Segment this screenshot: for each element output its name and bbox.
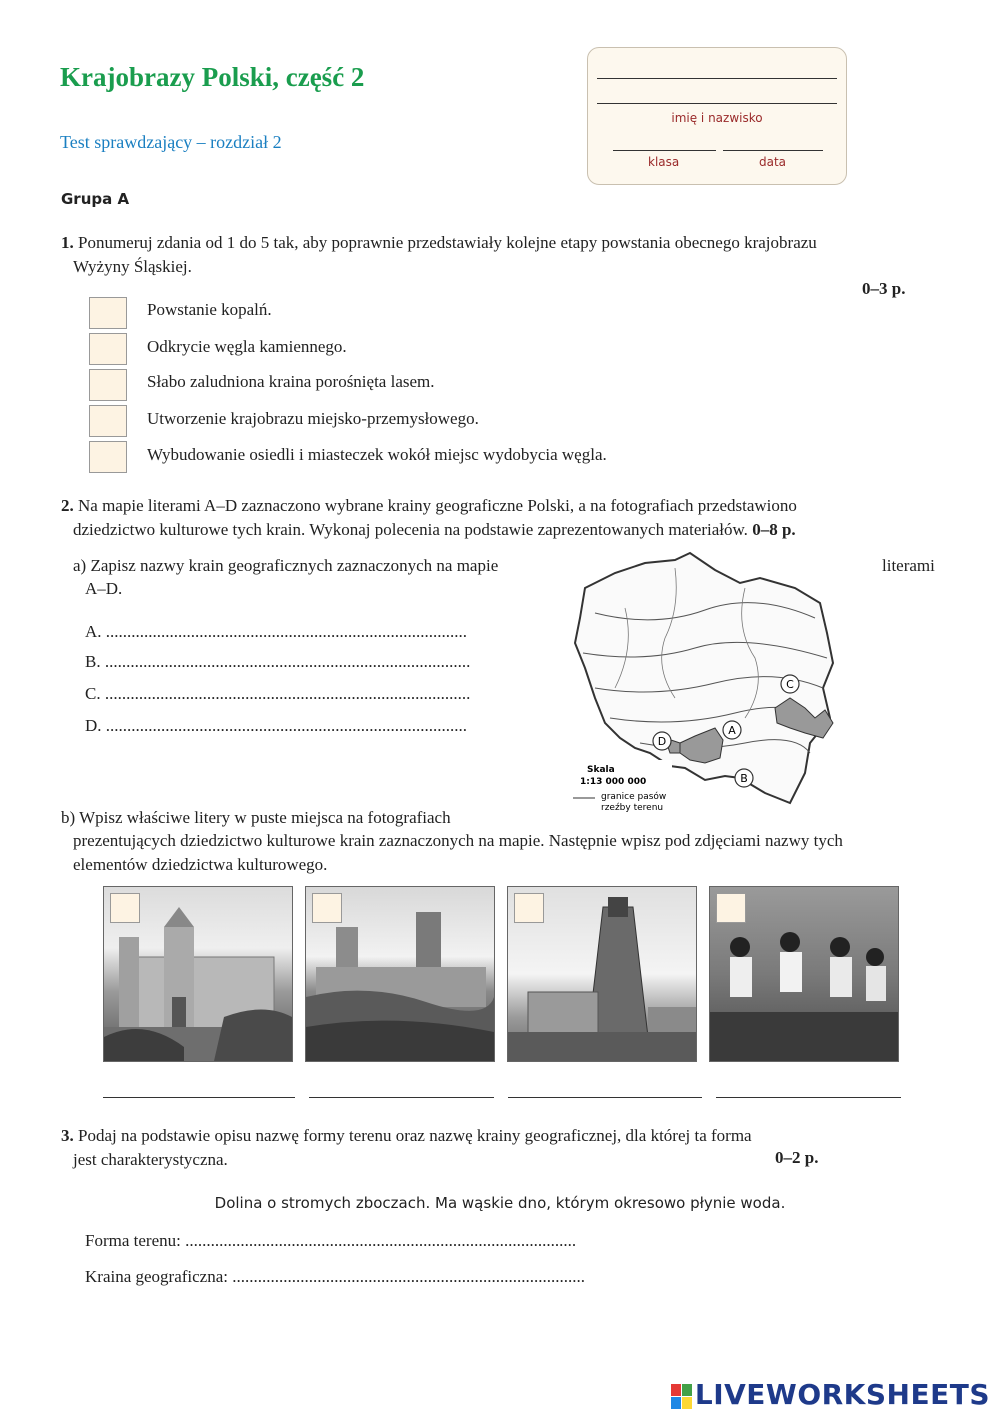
q1-text-line1: Ponumeruj zdania od 1 do 5 tak, aby poprawnie przedstawiały kolejne etapy powstania obecnego krajobrazu <box>78 233 817 252</box>
photo-name-line-4[interactable] <box>716 1097 901 1098</box>
name-label: imię i nazwisko <box>671 111 763 125</box>
q2b-text-line2: prezentujących dziedzictwo kulturowe krain zaznaczonych na mapie. Następnie wpisz pod zdjęciami nazwy tych <box>73 831 843 850</box>
ruins-photo <box>305 886 495 1062</box>
q1-item-2: Odkrycie węgla kamiennego. <box>147 337 347 356</box>
name-line-2[interactable] <box>597 103 837 104</box>
photo-name-line-2[interactable] <box>309 1097 494 1098</box>
logo-text: LIVEWORKSHEETS <box>694 1378 990 1411</box>
q1-order-box-1[interactable] <box>89 297 127 329</box>
q2-number: 2. <box>61 496 74 515</box>
photo-name-line-3[interactable] <box>508 1097 702 1098</box>
q1-order-box-3[interactable] <box>89 369 127 401</box>
logo-icon <box>671 1384 692 1409</box>
region-field[interactable]: Kraina geograficzna: ................................................................................... <box>85 1267 585 1286</box>
q2b-text-line3: elementów dziedzictwa kulturowego. <box>73 855 328 874</box>
q3-description: Dolina o stromych zboczach. Ma wąskie dno, którym okresowo płynie woda. <box>214 1194 786 1212</box>
q2-text-line2: dziedzictwo kulturowe tych krain. Wykonaj polecenia na podstawie zaprezentowanych materiałów. <box>73 520 748 539</box>
scale-value: 1:13 000 000 <box>580 777 647 787</box>
q2b-text: b) Wpisz właściwe litery w puste miejsca na fotografiach <box>61 808 451 827</box>
q1-order-box-2[interactable] <box>89 333 127 365</box>
q2a-answer-a[interactable]: A. ..................................................................................... <box>85 622 468 641</box>
q3-points: 0–2 p. <box>775 1148 819 1167</box>
q2a-text-end: literami <box>882 556 935 575</box>
q1-item-3: Słabo zaludniona kraina porośnięta lasem. <box>147 372 435 391</box>
scale-label: Skala <box>587 765 615 775</box>
q2a-text: a) Zapisz nazwy krain geograficznych zaznaczonych na mapie <box>73 556 499 575</box>
legend-line1: granice pasów <box>601 792 667 802</box>
poland-map <box>565 548 855 813</box>
q2a-answer-d[interactable]: D. ..................................................................................... <box>85 716 468 735</box>
q1-item-5: Wybudowanie osiedli i miasteczek wokół miejsc wydobycia węgla. <box>147 445 607 464</box>
marker-b: B <box>740 772 748 785</box>
q3-text <box>61 1124 752 1148</box>
q1-order-box-4[interactable] <box>89 405 127 437</box>
q2-text-line1: Na mapie literami A–D zaznaczono wybrane krainy geograficzne Polski, a na fotografiach przedstawiono <box>78 496 797 515</box>
castle-photo <box>103 886 293 1062</box>
q1-item-4: Utworzenie krajobrazu miejsko-przemysłowego. <box>147 409 479 428</box>
date-line[interactable] <box>723 150 823 151</box>
q1-text <box>61 231 817 255</box>
q2a-text-line2: A–D. <box>85 579 123 598</box>
photo-letter-box-1[interactable] <box>110 893 140 923</box>
q1-item-1: Powstanie kopalń. <box>147 300 272 319</box>
q1-points: 0–3 p. <box>862 279 906 298</box>
name-line-1[interactable] <box>597 78 837 79</box>
page-subtitle: Test sprawdzający – rozdział 2 <box>60 132 282 152</box>
liveworksheets-logo[interactable] <box>671 1378 990 1411</box>
group-label: Grupa A <box>61 190 130 208</box>
folk-dance-photo <box>709 886 899 1062</box>
photo-name-line-1[interactable] <box>103 1097 295 1098</box>
q3-number: 3. <box>61 1126 74 1145</box>
q2a-answer-b[interactable]: B. ...................................................................................... <box>85 652 471 671</box>
legend-line2: rzeźby terenu <box>601 803 664 813</box>
q2-points: 0–8 p. <box>752 520 796 539</box>
mine-shaft-photo <box>507 886 697 1062</box>
q1-text-line2: Wyżyny Śląskiej. <box>73 257 192 276</box>
photo-letter-box-3[interactable] <box>514 893 544 923</box>
date-label: data <box>759 155 787 169</box>
marker-d: D <box>657 735 667 748</box>
q1-number: 1. <box>61 233 74 252</box>
page-title: Krajobrazy Polski, część 2 <box>60 62 365 92</box>
q2-text-line2-wrap <box>73 518 796 542</box>
q2a-answer-c[interactable]: C. ...................................................................................... <box>85 684 471 703</box>
q3-text-line1: Podaj na podstawie opisu nazwę formy terenu oraz nazwę krainy geograficznej, dla której ta forma <box>78 1126 752 1145</box>
marker-a: A <box>728 724 736 737</box>
q2-text <box>61 494 797 518</box>
photo-letter-box-4[interactable] <box>716 893 746 923</box>
photo-letter-box-2[interactable] <box>312 893 342 923</box>
landform-field[interactable]: Forma terenu: ............................................................................................ <box>85 1231 577 1250</box>
class-line[interactable] <box>613 150 716 151</box>
class-label: klasa <box>648 155 680 169</box>
name-box <box>587 47 847 185</box>
q3-text-line2: jest charakterystyczna. <box>73 1150 228 1169</box>
marker-c: C <box>786 678 794 691</box>
q1-order-box-5[interactable] <box>89 441 127 473</box>
